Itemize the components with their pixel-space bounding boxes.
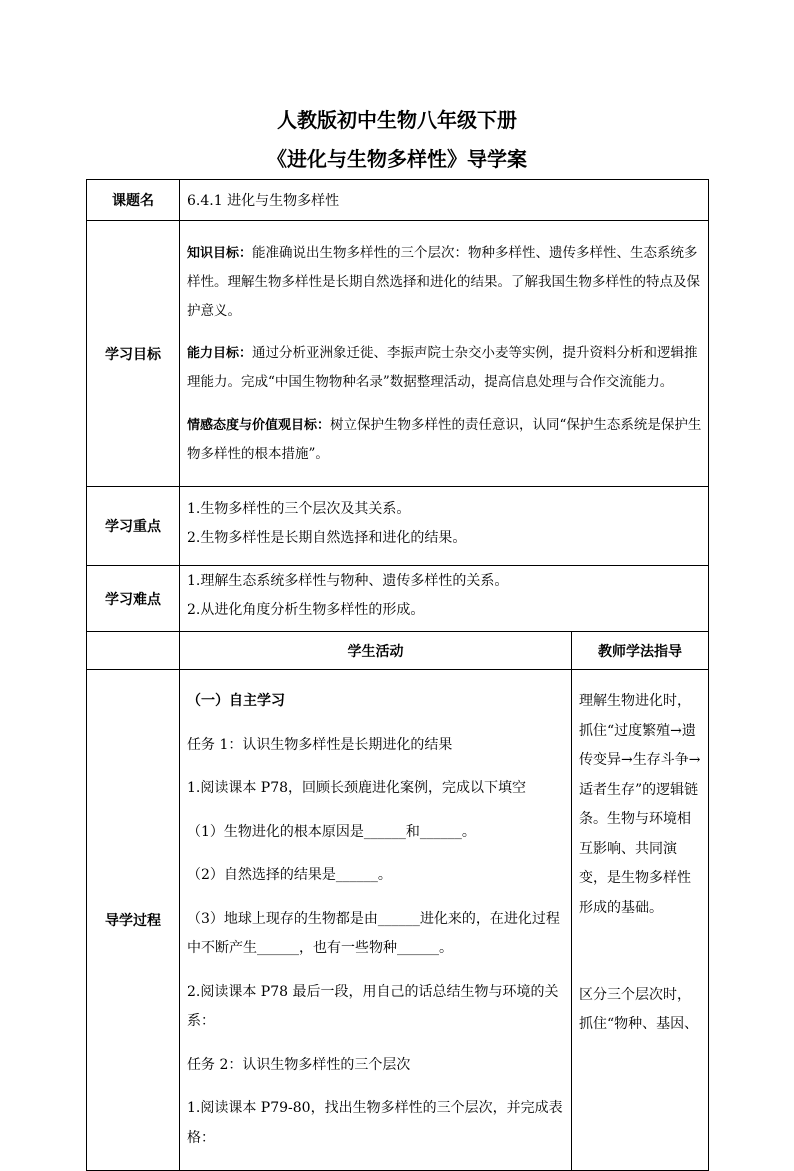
guide-header: 教师学法指导 xyxy=(572,632,709,670)
activity-header: 学生活动 xyxy=(180,632,572,670)
document-subtitle: 《进化与生物多样性》导学案 xyxy=(267,147,527,171)
activity-line: （2）自然选择的结果是______。 xyxy=(187,867,392,883)
key-point: 1.生物多样性的三个层次及其关系。 xyxy=(187,501,411,517)
activity-line: （3）地球上现存的生物都是由______进化来的，在进化过程中不断产生______，也有一些物种______。 xyxy=(187,910,560,956)
activity-heading: （一）自主学习 xyxy=(187,693,285,709)
activity-line: （1）生物进化的根本原因是______和______。 xyxy=(187,823,476,840)
emotion-objective: 情感态度与价值观目标：树立保护生物多样性的责任意识，认同“保护生态系统是保护生物多样性的根本措施”。 xyxy=(187,416,702,462)
key-points-row xyxy=(87,487,709,566)
teacher-guide xyxy=(572,670,708,1057)
document-title: 人教版初中生物八年级下册 xyxy=(277,108,517,132)
ability-objective: 能力目标：通过分析亚洲象迁徙、李振声院士杂交小麦等实例，提升资料分析和逻辑推理能力。完成“中国生物物种名录”数据整理活动，提高信息处理与合作交流能力。 xyxy=(187,345,698,390)
difficulties-label: 学习难点 xyxy=(87,566,180,632)
activity-line: 1.阅读课本 P79-80，找出生物多样性的三个层次，并完成表格： xyxy=(187,1100,563,1146)
student-activity xyxy=(180,670,571,1170)
topic-label: 课题名 xyxy=(87,180,180,221)
column-header-row xyxy=(87,632,709,670)
difficulty: 2.从进化角度分析生物多样性的形成。 xyxy=(187,602,425,618)
key-points-label: 学习重点 xyxy=(87,487,180,566)
activity-line: 1.阅读课本 P78，回顾长颈鹿进化案例，完成以下填空 xyxy=(187,780,527,796)
guide-paragraph: 理解生物进化时，抓住“过度繁殖→遗传变异→生存斗争→适者生存”的逻辑链条。生物与环境相互影响、共同演变，是生物多样性形成的基础。 xyxy=(579,693,701,916)
activity-line: 2.阅读课本 P78 最后一段，用自己的话总结生物与环境的关系： xyxy=(187,983,559,1029)
activity-line: 任务 1：认识生物多样性是长期进化的结果 xyxy=(187,736,453,753)
activity-line: 任务 2：认识生物多样性的三个层次 xyxy=(187,1056,411,1073)
study-guide-table xyxy=(86,179,709,1171)
topic-value: 6.4.1 进化与生物多样性 xyxy=(187,193,340,209)
empty-header-cell xyxy=(87,632,180,670)
guide-paragraph: 区分三个层次时，抓住“物种、基因、 xyxy=(579,986,699,1032)
difficulties-row xyxy=(87,566,709,632)
key-point: 2.生物多样性是长期自然选择和进化的结果。 xyxy=(187,530,467,546)
objectives-label: 学习目标 xyxy=(87,221,180,487)
topic-row xyxy=(87,180,709,221)
difficulty: 1.理解生态系统多样性与物种、遗传多样性的关系。 xyxy=(187,573,509,589)
knowledge-objective: 知识目标：能准确说出生物多样性的三个层次：物种多样性、遗传多样性、生态系统多样性。理解生物多样性是长期自然选择和进化的结果。了解我国生物多样性的特点及保护意义。 xyxy=(187,244,700,319)
process-row xyxy=(87,670,709,1171)
objectives-row xyxy=(87,221,709,487)
process-label: 导学过程 xyxy=(87,670,180,1171)
